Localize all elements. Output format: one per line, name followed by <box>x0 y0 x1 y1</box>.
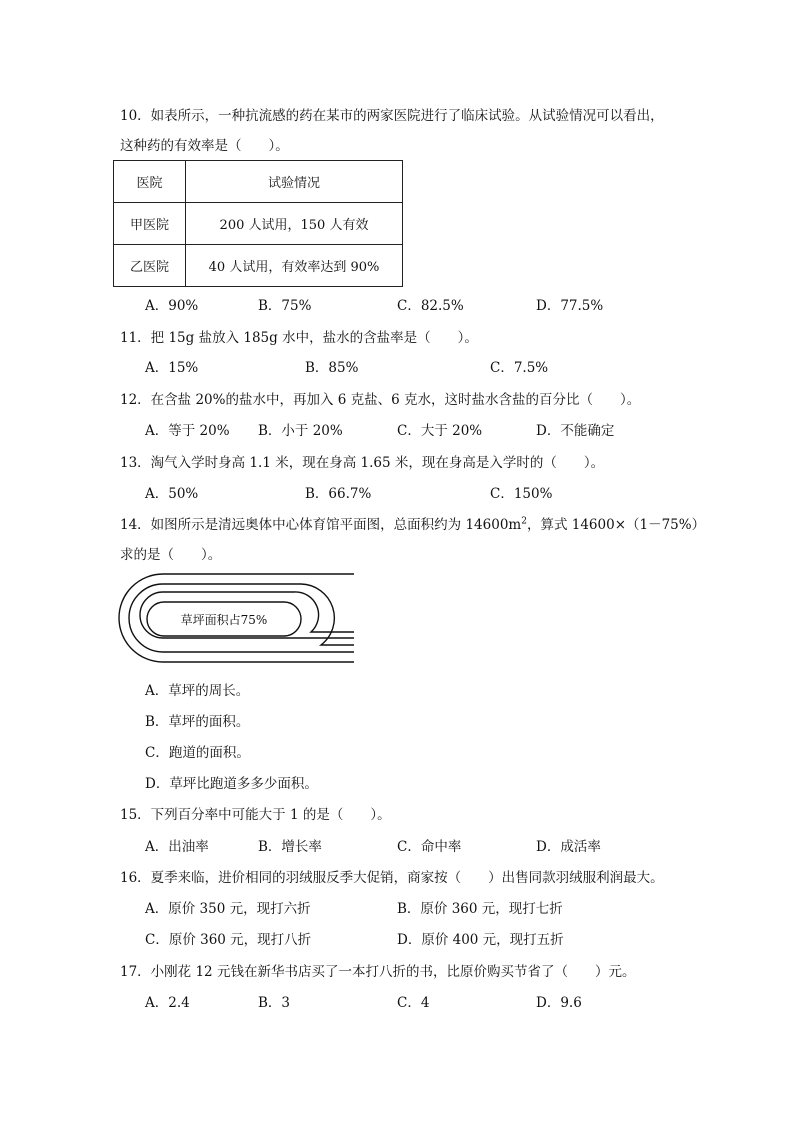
question-15: 15．下列百分率中可能大于 1 的是（ ）。 <box>120 807 391 823</box>
question-10-line-1: 10．如表所示，一种抗流感的药在某市的两家医院进行了临床试验。从试验情况可以看出， <box>120 108 664 124</box>
superscript-2: 2 <box>521 516 527 527</box>
grass-area-label: 草坪面积占75% <box>180 613 268 627</box>
question-10-line-2: 这种药的有效率是（ ）。 <box>120 138 289 154</box>
question-14-text-b: ，算式 14600×（1－75%） <box>526 517 706 533</box>
option-b: B．小于 20% <box>258 423 343 439</box>
table-header-cell: 医院 <box>114 161 186 203</box>
question-14-line-1 <box>120 513 705 533</box>
table-cell: 乙医院 <box>114 245 186 287</box>
option-c: C．大于 20% <box>397 423 483 439</box>
option-b: B．85% <box>305 360 359 376</box>
question-14-line-2: 求的是（ ）。 <box>120 547 222 563</box>
table-cell: 200 人试用，150 人有效 <box>186 203 403 245</box>
trial-table <box>113 160 403 287</box>
option-a: A．草坪的周长。 <box>145 683 250 699</box>
option-c: C．150% <box>490 486 553 502</box>
option-b: B．75% <box>258 298 312 314</box>
option-b: B．3 <box>258 995 291 1011</box>
option-a: A．原价 350 元，现打六折 <box>145 901 311 917</box>
option-d: D．草坪比跑道多多少面积。 <box>145 776 318 792</box>
option-c: C．跑道的面积。 <box>145 745 250 761</box>
option-a: A．出油率 <box>145 839 209 855</box>
option-a: A．50% <box>145 486 199 502</box>
option-d: D．成活率 <box>536 839 601 855</box>
stadium-track-figure <box>118 572 368 664</box>
table-row <box>114 203 403 245</box>
option-d: D．77.5% <box>536 298 604 314</box>
option-a: A．等于 20% <box>145 423 230 439</box>
option-d: D．不能确定 <box>536 423 615 439</box>
option-b: B．66.7% <box>305 486 372 502</box>
option-a: A．90% <box>145 298 199 314</box>
option-c: C．原价 360 元，现打八折 <box>145 932 312 948</box>
question-16: 16．夏季来临，进价相同的羽绒服反季大促销，商家按（ ）出售同款羽绒服利润最大。 <box>120 870 664 886</box>
option-c: C．4 <box>397 995 430 1011</box>
option-b: B．草坪的面积。 <box>145 714 250 730</box>
question-12: 12．在含盐 20%的盐水中，再加入 6 克盐、6 克水，这时盐水含盐的百分比（ ）。 <box>120 392 641 408</box>
option-c: C．命中率 <box>397 839 462 855</box>
table-cell: 40 人试用，有效率达到 90% <box>186 245 403 287</box>
option-a: A．15% <box>145 360 199 376</box>
question-13: 13．淘气入学时身高 1.1 米，现在身高 1.65 米，现在身高是入学时的（ ）。 <box>120 455 605 471</box>
option-b: B．原价 360 元，现打七折 <box>397 901 563 917</box>
option-d: D．9.6 <box>536 995 582 1011</box>
table-cell: 甲医院 <box>114 203 186 245</box>
table-header-row <box>114 161 403 203</box>
question-11: 11．把 15g 盐放入 185g 水中，盐水的含盐率是（ ）。 <box>120 330 478 346</box>
question-14-text-a: 14．如图所示是清远奥体中心体育馆平面图，总面积约为 14600m <box>120 517 522 533</box>
question-17: 17．小刚花 12 元钱在新华书店买了一本打八折的书，比原价购买节省了（ ）元。 <box>120 964 636 980</box>
option-d: D．原价 400 元，现打五折 <box>397 932 564 948</box>
table-header-cell: 试验情况 <box>186 161 403 203</box>
option-a: A．2.4 <box>145 995 190 1011</box>
option-c: C．82.5% <box>397 298 464 314</box>
table-row <box>114 245 403 287</box>
option-c: C．7.5% <box>490 360 549 376</box>
option-b: B．增长率 <box>258 839 322 855</box>
